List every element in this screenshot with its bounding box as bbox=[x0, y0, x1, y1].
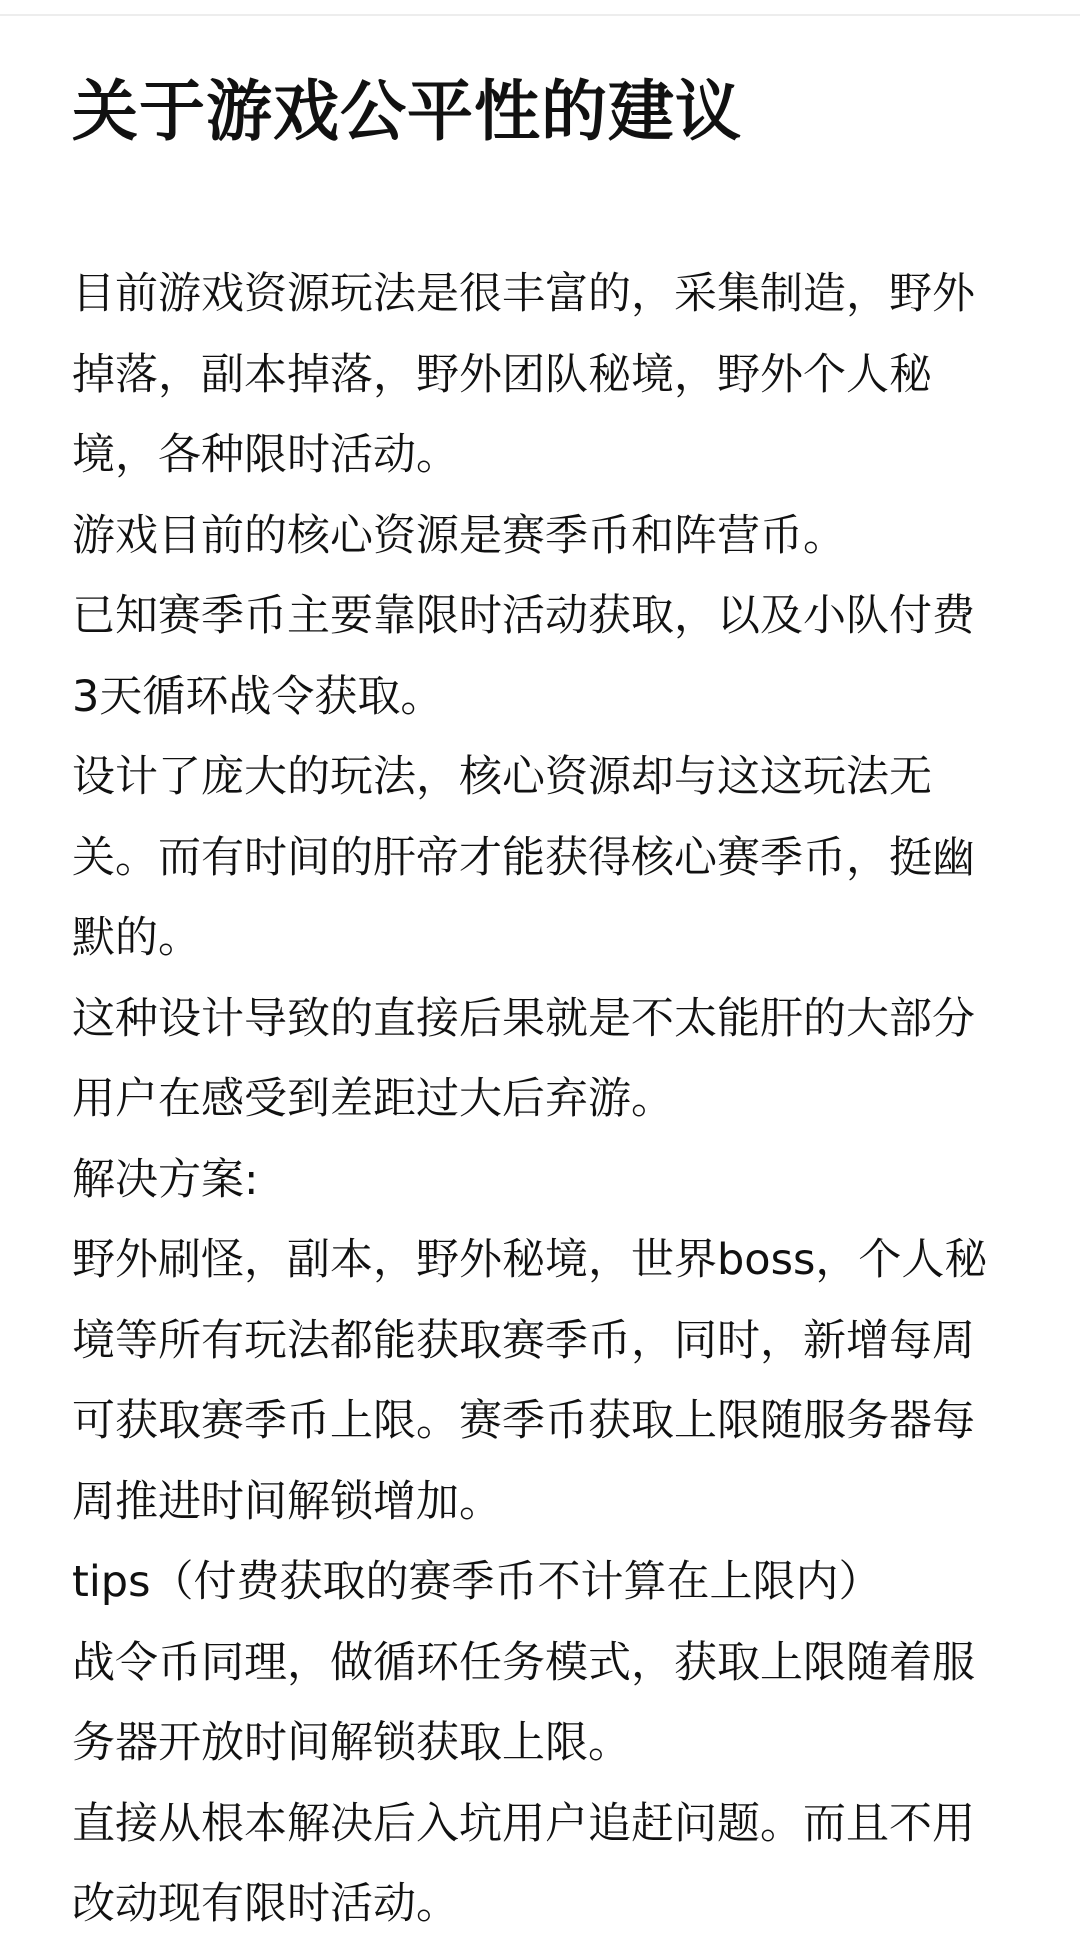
body-paragraph: 直接从根本解决后入坑用户追赶问题。而且不用改动现有限时活动。 bbox=[72, 1798, 975, 1929]
post-content bbox=[72, 60, 1008, 1945]
body-paragraph: 这种设计导致的直接后果就是不太能肝的大部分用户在感受到差距过大后弃游。 bbox=[72, 993, 975, 1124]
body-paragraph: 游戏目前的核心资源是赛季币和阵营币。 bbox=[72, 510, 846, 561]
body-paragraph: 已知赛季币主要靠限时活动获取，以及小队付费3天循环战令获取。 bbox=[72, 591, 975, 722]
solution-heading: 解决方案: bbox=[72, 1154, 259, 1205]
top-divider bbox=[0, 0, 1080, 16]
tips-paragraph: tips（付费获取的赛季币不计算在上限内） bbox=[72, 1557, 882, 1607]
body-paragraph: 设计了庞大的玩法，核心资源却与这这玩法无关。而有时间的肝帝才能获得核心赛季币，挺幽默的。 bbox=[72, 752, 975, 963]
post-title: 关于游戏公平性的建议 bbox=[72, 73, 742, 150]
body-paragraph: 目前游戏资源玩法是很丰富的，采集制造，野外掉落，副本掉落，野外团队秘境，野外个人秘境，各种限时活动。 bbox=[72, 269, 975, 480]
post-body bbox=[72, 254, 1008, 1945]
body-paragraph: 野外刷怪，副本，野外秘境，世界boss，个人秘境等所有玩法都能获取赛季币，同时，新增每周可获取赛季币上限。赛季币获取上限随服务器每周推进时间解锁增加。 bbox=[72, 1235, 988, 1527]
body-paragraph: 战令币同理，做循环任务模式，获取上限随着服务器开放时间解锁获取上限。 bbox=[72, 1637, 975, 1768]
